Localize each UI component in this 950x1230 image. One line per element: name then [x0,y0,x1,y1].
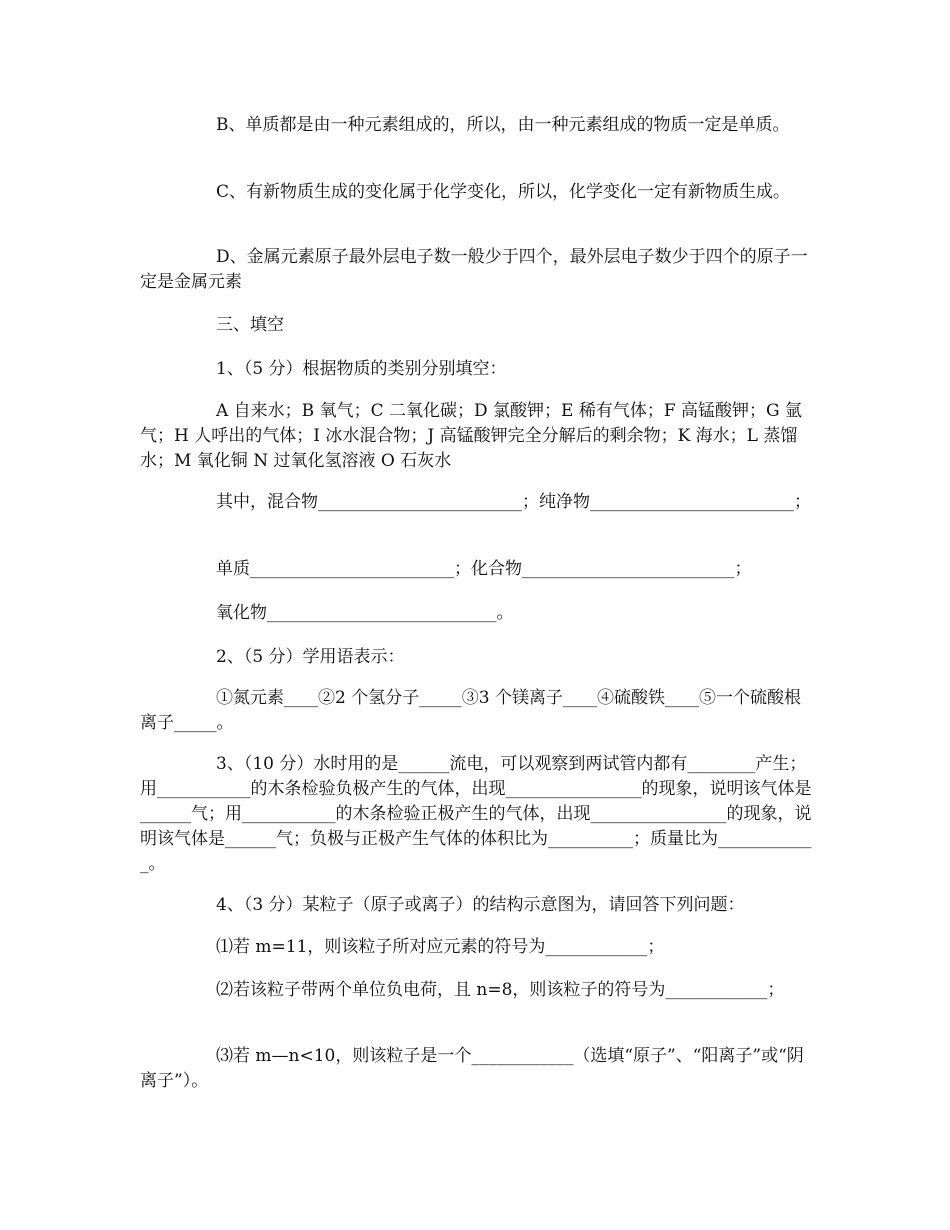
question-4-part-1: ⑴若 m=11，则该粒子所对应元素的符号为____________； [216,937,665,957]
question-1-prompt: 1、（5 分）根据物质的类别分别填空： [216,359,507,379]
option-b-text: B、单质都是由一种元素组成的，所以，由一种元素组成的物质一定是单质。 [216,115,790,135]
question-1-items: A 自来水；B 氧气；C 二氧化碳；D 氯酸钾；E 稀有气体；F 高锰酸钾；G 氩气；H 人呼出的气体；I 冰水混合物；J 高锰酸钾完全分解后的剩余物；K 海水；L 蒸馏水；M 氧化铜 N 过氧化氢溶液 O 石灰水 [140,401,803,471]
question-2-prompt: 2、（5 分）学用语表示： [216,647,405,667]
option-c-text: C、有新物质生成的变化属于化学变化，所以，化学变化一定有新物质生成。 [216,182,791,202]
question-4-part-2: ⑵若该粒子带两个单位负电荷，且 n=8，则该粒子的符号为____________； [216,980,785,1000]
question-2-items: ①氮元素____②2 个氢分子_____③3 个镁离子____④硫酸铁____⑤一个硫酸根离子_____。 [140,688,801,733]
question-1-mixture-line: 其中，混合物________________________；纯净物________________________； [216,492,811,512]
question-3-text: 3、（10 分）水时用的是______流电，可以观察到两试管内都有________产生；用___________的木条检验负极产生的气体，出现________________的现象，说明该气体是______气；用___________的木条检验正极产生的气体，出现________________的现象，说明该气体是______气；负极与正极产生气体的体积比为__________；质量比为____________。 [140,754,812,874]
option-d-text: D、金属元素原子最外层电子数一般少于四个，最外层电子数少于四个的原子一定是金属元素 [140,247,808,292]
question-4-part-3: ⑶若 m—n<10，则该粒子是一个____________（选填“原子”、“阳离子”或“阴离子”）。 [140,1046,804,1091]
question-4-prompt: 4、（3 分）某粒子（原子或离子）的结构示意图为，请回答下列问题： [216,895,745,915]
section-heading: 三、填空 [216,315,284,335]
question-1-oxide-line: 氧化物___________________________。 [216,603,514,623]
question-1-element-line: 单质________________________；化合物_________________________； [216,559,752,579]
